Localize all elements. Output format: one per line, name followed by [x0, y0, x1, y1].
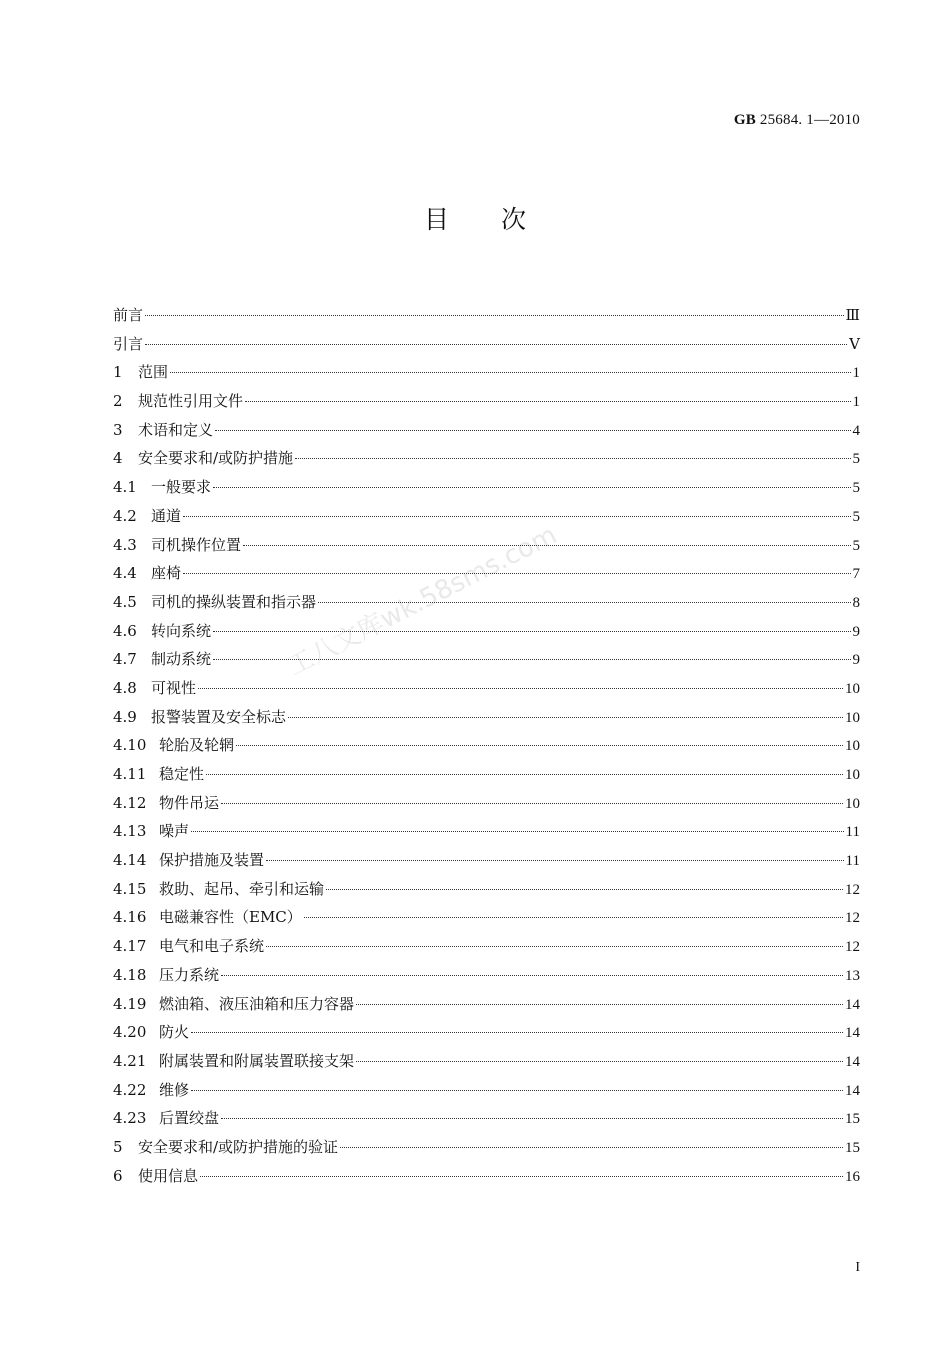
- toc-entry-title: 电磁兼容性（EMC）: [159, 908, 302, 927]
- dot-leader: [145, 315, 844, 316]
- toc-entry-page: 13: [845, 967, 860, 984]
- toc-entry-number: 4.11: [113, 765, 147, 783]
- toc-entry-title: 转向系统: [151, 621, 212, 640]
- toc-entry-page: 1: [852, 365, 860, 382]
- toc-entry[interactable]: [113, 304, 860, 333]
- toc-entry-title: 安全要求和/或防护措施: [138, 449, 294, 468]
- toc-entry-number: 4.22: [113, 1080, 147, 1099]
- watermark: 工八文库wk.58sms.com: [282, 520, 562, 683]
- toc-entry[interactable]: [113, 849, 860, 878]
- toc-entry-page: 7: [852, 566, 860, 583]
- toc-entry-page: 9: [852, 652, 860, 669]
- toc-entry-title: 维修: [159, 1080, 190, 1099]
- toc-entry-number: 2: [113, 392, 123, 411]
- dot-leader: [356, 1061, 843, 1062]
- toc-entry-title: 安全要求和/或防护措施的验证: [138, 1137, 339, 1156]
- dot-leader: [221, 803, 843, 804]
- toc-entry-number: 4.14: [113, 851, 147, 870]
- toc-entry[interactable]: [113, 476, 860, 505]
- toc-entry-page: 16: [845, 1168, 860, 1185]
- toc-entry[interactable]: [113, 447, 860, 476]
- toc-entry-page: 5: [852, 508, 860, 525]
- toc-entry-title: 前言: [113, 306, 144, 324]
- toc-entry[interactable]: [113, 878, 860, 907]
- toc-entry[interactable]: [113, 620, 860, 649]
- dot-leader: [183, 573, 850, 574]
- dot-leader: [198, 688, 843, 689]
- dot-leader: [191, 831, 844, 832]
- dot-leader: [340, 1147, 843, 1148]
- toc-entry-page: 14: [845, 1025, 860, 1042]
- toc-entry-number: 5: [113, 1137, 123, 1156]
- toc-entry[interactable]: [113, 734, 860, 763]
- toc-entry[interactable]: [113, 505, 860, 534]
- dot-leader: [236, 745, 843, 746]
- toc-entry[interactable]: [113, 591, 860, 620]
- dot-leader: [215, 430, 850, 431]
- dot-leader: [191, 1032, 843, 1033]
- toc-entry-number: 4.9: [113, 707, 137, 726]
- toc-entry-page: 1: [852, 394, 860, 411]
- toc-entry-number: 4.17: [113, 937, 147, 956]
- toc-entry-title: 可视性: [151, 678, 197, 697]
- toc-entry-title: 一般要求: [151, 478, 212, 497]
- toc-entry-number: 4.13: [113, 822, 147, 841]
- toc-entry-number: 4.4: [113, 564, 137, 583]
- toc-entry-title: 范围: [138, 363, 169, 382]
- toc-entry-title: 使用信息: [138, 1166, 199, 1185]
- dot-leader: [145, 344, 847, 345]
- toc-entry-page: 5: [852, 480, 860, 497]
- dot-leader: [356, 1004, 843, 1005]
- toc-entry-page: 14: [845, 1053, 860, 1070]
- toc-entry-number: 4.3: [113, 535, 137, 554]
- toc-entry-title: 附属装置和附属装置联接支架: [159, 1051, 355, 1070]
- toc-entry[interactable]: [113, 935, 860, 964]
- toc-entry-page: 5: [852, 451, 860, 468]
- toc-entry-title: 规范性引用文件: [138, 392, 244, 411]
- toc-entry-number: 4.7: [113, 650, 137, 669]
- toc-entry[interactable]: [113, 820, 860, 849]
- toc-entry[interactable]: [113, 706, 860, 735]
- dot-leader: [221, 975, 843, 976]
- toc-entry[interactable]: [113, 906, 860, 935]
- toc-entry-page: 12: [845, 881, 860, 898]
- dot-leader: [245, 401, 850, 402]
- toc-entry[interactable]: [113, 964, 860, 993]
- toc-entry-page: 14: [845, 996, 860, 1013]
- toc-entry-page: 10: [845, 738, 860, 755]
- toc-entry-number: 4.15: [113, 879, 147, 898]
- toc-entry-page: Ⅴ: [849, 336, 860, 353]
- toc-entry-number: 4: [113, 449, 123, 468]
- toc-entry[interactable]: [113, 993, 860, 1022]
- toc-entry-number: 4.16: [113, 908, 147, 927]
- toc-entry-number: 4.18: [113, 965, 147, 984]
- toc-entry-page: 4: [852, 422, 860, 439]
- toc-entry-number: 4.20: [113, 1023, 147, 1042]
- toc-entry[interactable]: [113, 390, 860, 419]
- toc-entry-page: 15: [845, 1111, 860, 1128]
- toc-entry[interactable]: [113, 1107, 860, 1136]
- toc-entry-title: 司机操作位置: [151, 535, 242, 554]
- toc-entry-number: 1: [113, 363, 123, 382]
- toc-entry[interactable]: [113, 361, 860, 390]
- toc-entry-page: Ⅲ: [845, 308, 860, 324]
- dot-leader: [326, 889, 843, 890]
- dot-leader: [191, 1090, 843, 1091]
- toc-entry-page: 11: [845, 824, 860, 841]
- dot-leader: [304, 917, 843, 918]
- toc-entry-number: 4.8: [113, 678, 137, 697]
- toc-entry[interactable]: [113, 333, 860, 362]
- toc-entry-page: 10: [845, 795, 860, 812]
- standard-number: 25684. 1—2010: [759, 112, 860, 128]
- toc-entry-title: 后置绞盘: [159, 1109, 220, 1128]
- toc-entry-title: 压力系统: [159, 965, 220, 984]
- dot-leader: [206, 774, 843, 775]
- dot-leader: [266, 860, 844, 861]
- toc-entry-title: 术语和定义: [138, 420, 214, 439]
- toc-entry-number: 3: [113, 420, 123, 439]
- toc-entry-title: 座椅: [151, 564, 182, 583]
- dot-leader: [200, 1176, 843, 1177]
- toc-entry-page: 5: [852, 537, 860, 554]
- toc-entry-title: 燃油箱、液压油箱和压力容器: [159, 994, 355, 1013]
- toc-entry-page: 12: [845, 939, 860, 956]
- dot-leader: [213, 631, 850, 632]
- toc-entry[interactable]: [113, 1165, 860, 1194]
- toc-entry[interactable]: [113, 648, 860, 677]
- toc-entry-number: 6: [113, 1166, 123, 1185]
- toc-entry-page: 11: [845, 853, 860, 870]
- toc-entry-page: 9: [852, 623, 860, 640]
- toc-entry-title: 救助、起吊、牵引和运输: [159, 879, 325, 898]
- dot-leader: [295, 458, 850, 459]
- toc-entry[interactable]: [113, 1021, 860, 1050]
- toc-entry[interactable]: [113, 1079, 860, 1108]
- toc-entry-page: 14: [845, 1082, 860, 1099]
- toc-entry-title: 电气和电子系统: [159, 937, 265, 956]
- standard-code: [734, 112, 860, 129]
- toc-entry-number: 4.23: [113, 1109, 147, 1128]
- dot-leader: [170, 372, 850, 373]
- dot-leader: [288, 717, 843, 718]
- table-of-contents: [113, 304, 860, 1193]
- toc-entry-title: 通道: [151, 506, 182, 525]
- toc-entry[interactable]: [113, 419, 860, 448]
- toc-entry-number: 4.1: [113, 478, 137, 497]
- toc-entry-title: 司机的操纵装置和指示器: [151, 592, 317, 611]
- dot-leader: [221, 1118, 843, 1119]
- toc-entry-number: 4.19: [113, 994, 147, 1013]
- toc-entry-number: 4.2: [113, 506, 137, 525]
- toc-entry-page: 10: [845, 680, 860, 697]
- toc-entry-page: 15: [845, 1139, 860, 1156]
- toc-entry-page: 12: [845, 910, 860, 927]
- toc-entry-number: 4.6: [113, 621, 137, 640]
- toc-entry-title: 引言: [113, 334, 144, 353]
- standard-prefix: GB: [733, 112, 756, 128]
- toc-entry-number: 4.12: [113, 793, 147, 812]
- toc-entry-page: 8: [852, 594, 860, 611]
- toc-entry-number: 4.10: [113, 736, 147, 755]
- toc-entry[interactable]: [113, 763, 860, 792]
- toc-entry-title: 物件吊运: [159, 793, 220, 812]
- dot-leader: [213, 487, 850, 488]
- dot-leader: [183, 516, 850, 517]
- toc-entry-page: 10: [845, 709, 860, 726]
- toc-title: 目次: [423, 205, 578, 234]
- toc-entry[interactable]: [113, 1136, 860, 1165]
- dot-leader: [266, 946, 843, 947]
- toc-entry-title: 稳定性: [159, 765, 205, 783]
- toc-entry[interactable]: [113, 792, 860, 821]
- toc-entry-title: 制动系统: [151, 650, 212, 669]
- toc-entry-title: 保护措施及装置: [159, 851, 265, 870]
- toc-entry-title: 防火: [159, 1023, 190, 1042]
- toc-entry[interactable]: [113, 1050, 860, 1079]
- toc-entry[interactable]: [113, 677, 860, 706]
- toc-entry-number: 4.21: [113, 1051, 147, 1070]
- toc-entry-title: 轮胎及轮辋: [159, 736, 235, 755]
- toc-entry-title: 噪声: [159, 822, 190, 841]
- footer-page-number: I: [855, 1260, 860, 1275]
- toc-entry-page: 10: [845, 767, 860, 783]
- toc-entry-number: 4.5: [113, 592, 137, 611]
- toc-entry-title: 报警装置及安全标志: [151, 707, 287, 726]
